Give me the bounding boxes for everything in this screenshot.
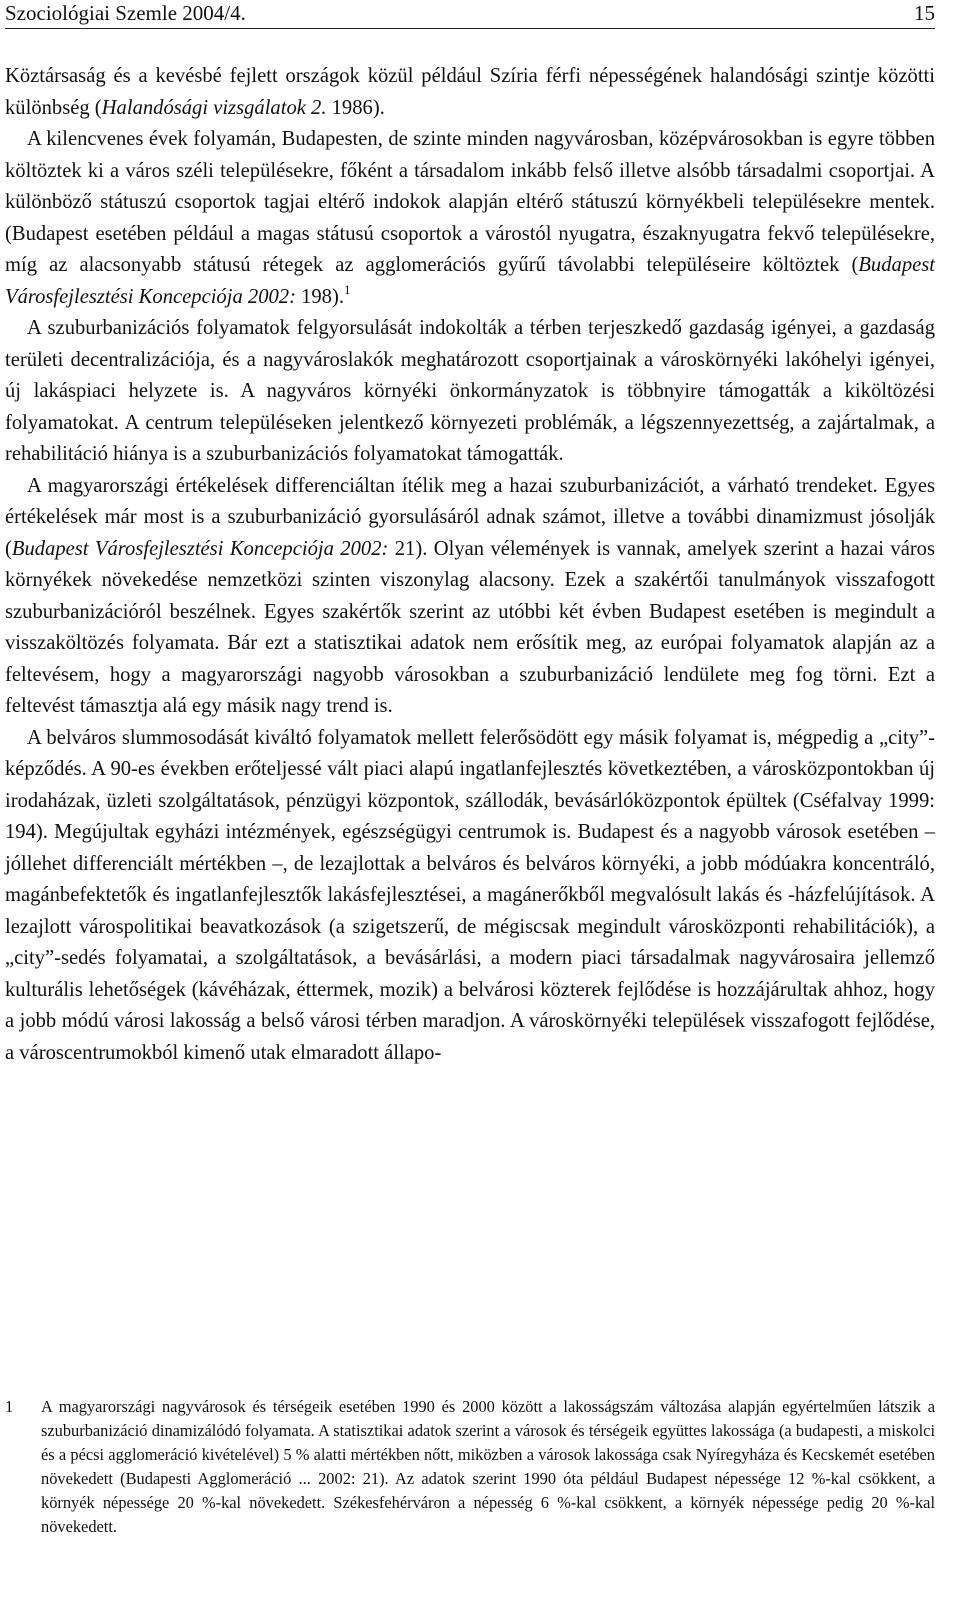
text-segment: 21). Olyan vélemények is vannak, amelyek szerint a hazai város környékek növekedése nemzetközi szinten viszonylag alacsony. Ezek a szakértői tanulmányok visszafogott szuburbanizációról beszélnek. Egyes szakértők szerint az utóbbi két évben Budapest esetében is megindult a visszaköltözés folyamata. Bár ezt a statisztikai adatok nem erősítik meg, az európai folyamatok alapján az a feltevésem, hogy a magyarországi nagyobb városokban a szuburbanizáció lendülete meg fog törni. Ezt a feltevést támasztja alá egy másik nagy trend is. <box>5 537 935 717</box>
text-segment: A kilencvenes évek folyamán, Budapesten, de szinte minden nagyvárosban, középvárosokban is egyre többen költöztek ki a város széli településekre, főként a társadalom inkább felső illetve alsóbb társadalmi csoportjai. A különböző státuszú csoportok tagjai eltérő indokok alapján eltérő státuszú környékbeli településekre mentek. (Budapest esetében például a magas státusú csoportok a várostól nyugatra, északnyugatra fekvő településekre, míg az alacsonyabb státusú rétegek az agglomerációs gyűrű távolabbi településeire költöztek ( <box>5 128 935 276</box>
footnote-number: 1 <box>5 1397 14 1416</box>
paragraph <box>5 124 935 313</box>
paragraph <box>5 313 935 471</box>
citation-title: Budapest Városfejlesztési Koncepciója 2002: <box>11 537 389 560</box>
citation-title: Budapest Városfejlesztési Koncepciója 2002: <box>5 254 935 308</box>
citation-title: Halandósági vizsgálatok 2. <box>101 96 327 119</box>
footnote-reference: 1 <box>343 281 351 297</box>
page-number: 15 <box>914 1 935 25</box>
text-segment: Köztársaság és a kevésbé fejlett országok közül például Szíria férfi népességének halandósági szintje közötti különbség ( <box>5 65 935 119</box>
body-text <box>5 61 935 1069</box>
footnote <box>5 1395 935 1538</box>
text-segment: 1986). <box>326 96 385 119</box>
footnote-text: A magyarországi nagyvárosok és térségeik esetében 1990 és 2000 között a lakosságszám változása alapján egyértelműen látszik a szuburbanizáció dinamizálódó folyamata. A statisztikai adatok szerint a városok és térségeik együttes lakossága (a budapesti, a miskolci és a pécsi agglomeráció kivételével) 5 % alatti mértékben nőtt, miközben a városok lakossága csak Nyíregyháza és Kecskemét esetében növekedett (Budapesti Agglomeráció ... 2002: 21). Az adatok szerint 1990 óta például Budapest népessége 12 %-kal csökkent, a környék népessége 20 %-kal növekedett. Székesfehérváron a népesség 6 %-kal csökkent, a környék népessége pedig 20 %-kal növekedett. <box>41 1397 935 1536</box>
text-segment: A belváros slummosodását kiváltó folyamatok mellett felerősödött egy másik folyamat is, mégpedig a „city”-képződés. A 90-es években erőteljessé vált piaci alapú ingatlanfejlesztés következtében, a városközpontokban új irodaházak, üzleti szolgáltatások, pénzügyi központok, szállodák, bevásárlóközpontok épültek (Cséfalvay 1999: 194). Megújultak egyházi intézmények, egészségügyi centrumok is. Budapest és a nagyobb városok esetében – jóllehet differenciált mértékben –, de lezajlottak a belváros és belváros környéki, a jobb módúakra koncentráló, magánbefektetők és ingatlanfejlesztők lakásfejlesztései, a magánerőkből megvalósult lakás és -házfelújítások. A lezajlott várospolitikai beavatkozások (a szigetszerű, de mégiscsak megindult városközponti rehabilitációk), a „city”-sedés folyamatai, a szolgáltatások, a bevásárlási, a modern piaci társadalmak nagyvárosaira jellemző kulturális lehetőségek (kávéházak, éttermek, mozik) a belvárosi közterek fejlődése is hozzájárultak ahhoz, hogy a jobb módú városi lakosság a belső városi térben maradjon. A városkörnyéki települések visszafogott fejlődése, a városcentrumokból kimenő utak elmaradott állapo- <box>5 726 935 1064</box>
document-page <box>5 0 935 1613</box>
running-header <box>5 0 935 29</box>
text-segment: A magyarországi értékelések differenciáltan ítélik meg a hazai szuburbanizációt, a várható trendeket. Egyes értékelések már most is a szuburbanizáció gyorsulásáról adnak számot, illetve a további dinamizmust jósolják ( <box>5 474 935 560</box>
text-segment: A szuburbanizációs folyamatok felgyorsulását indokolták a térben terjeszkedő gazdaság igényei, a gazdaság területi decentralizációja, és a nagyvároslakók meghatározott csoportjainak a városkörnyéki lakóhelyi igényei, új lakáspiaci helyzete is. A nagyváros környéki önkormányzatok is többnyire támogatták a kiköltözési folyamatokat. A centrum településeken jelentkező környezeti problémák, a légszennyezettség, a zajártalmak, a rehabilitáció hiánya is a szuburbanizációs folyamatokat támogatták. <box>5 317 935 465</box>
paragraph <box>5 723 935 1070</box>
paragraph <box>5 471 935 723</box>
paragraph <box>5 61 935 124</box>
journal-title: Szociológiai Szemle 2004/4. <box>5 1 246 25</box>
text-segment: 198). <box>295 285 344 308</box>
